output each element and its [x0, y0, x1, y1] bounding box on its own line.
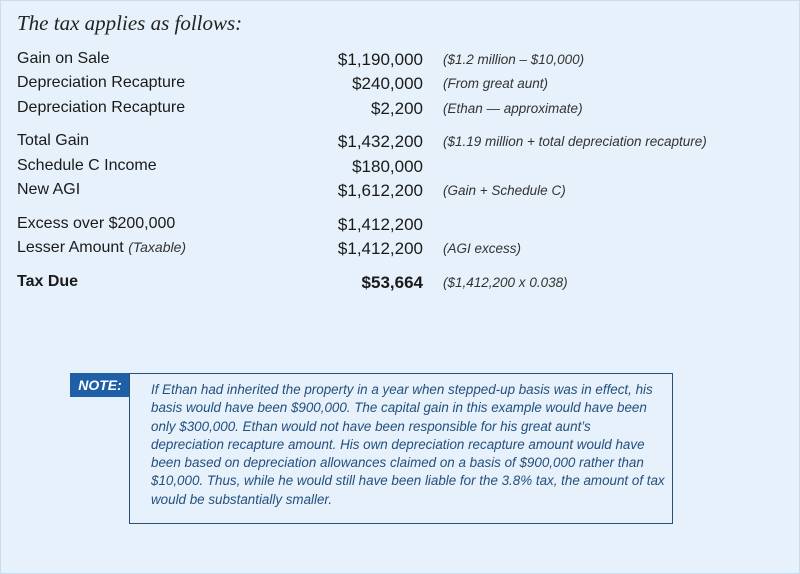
row-new-agi: [1, 181, 799, 203]
row-label: Tax Due: [17, 273, 79, 290]
row-label: Depreciation Recapture: [17, 99, 186, 116]
row-amount: $1,412,200: [337, 239, 423, 258]
row-comment: ($1.19 million + total depreciation recapture): [443, 134, 707, 149]
row-label: Depreciation Recapture: [17, 74, 186, 91]
row-amount: $1,432,200: [337, 132, 423, 151]
row-amount: $180,000: [352, 157, 423, 176]
row-label-main: Lesser Amount: [17, 239, 124, 256]
row-amount: $240,000: [352, 74, 423, 93]
row-total-gain: [1, 132, 799, 154]
row-comment: (From great aunt): [443, 76, 549, 91]
row-comment: ($1,412,200 x 0.038): [443, 275, 568, 290]
row-tax-due: [1, 273, 799, 295]
row-label: Total Gain: [17, 132, 90, 149]
row-comment: (Gain + Schedule C): [443, 183, 566, 198]
row-label: Gain on Sale: [17, 50, 110, 67]
row-label: Excess over $200,000: [17, 215, 176, 232]
row-comment: ($1.2 million – $10,000): [443, 52, 585, 67]
note-tag: NOTE:: [70, 373, 130, 397]
row-comment: (Ethan — approximate): [443, 101, 583, 116]
note-text: If Ethan had inherited the property in a year when stepped-up basis was in effect, his basis would have been $900,000. The capital gain in this example would have been only $300,000. Ethan would not have been responsible for his great aunt’s depreciation recapture amount. His own depreciation recapture amount would have been based on depreciation allowances claimed on a basis of $900,000 rather than $10,000. Thus, while he would still have been liable for the 3.8% tax, the amount of tax would be substantially smaller.: [151, 382, 665, 507]
row-amount: $1,412,200: [337, 215, 423, 234]
row-amount: $53,664: [361, 273, 423, 292]
row-amount: $1,612,200: [337, 181, 423, 200]
row-amount: $2,200: [371, 99, 423, 118]
note-box: [129, 373, 673, 524]
row-label-sub: (Taxable): [128, 239, 187, 255]
row-depreciation-recapture-ethan: [1, 99, 799, 121]
row-excess-over-200000: [1, 215, 799, 237]
row-label: [17, 239, 186, 257]
row-schedule-c-income: [1, 157, 799, 179]
row-lesser-amount: [1, 239, 799, 261]
row-comment: (AGI excess): [443, 241, 522, 256]
row-amount: $1,190,000: [337, 50, 423, 69]
row-depreciation-recapture-aunt: [1, 74, 799, 96]
row-label: Schedule C Income: [17, 157, 157, 174]
row-gain-on-sale: [1, 50, 799, 72]
heading: The tax applies as follows:: [17, 11, 243, 35]
row-label: New AGI: [17, 181, 81, 198]
